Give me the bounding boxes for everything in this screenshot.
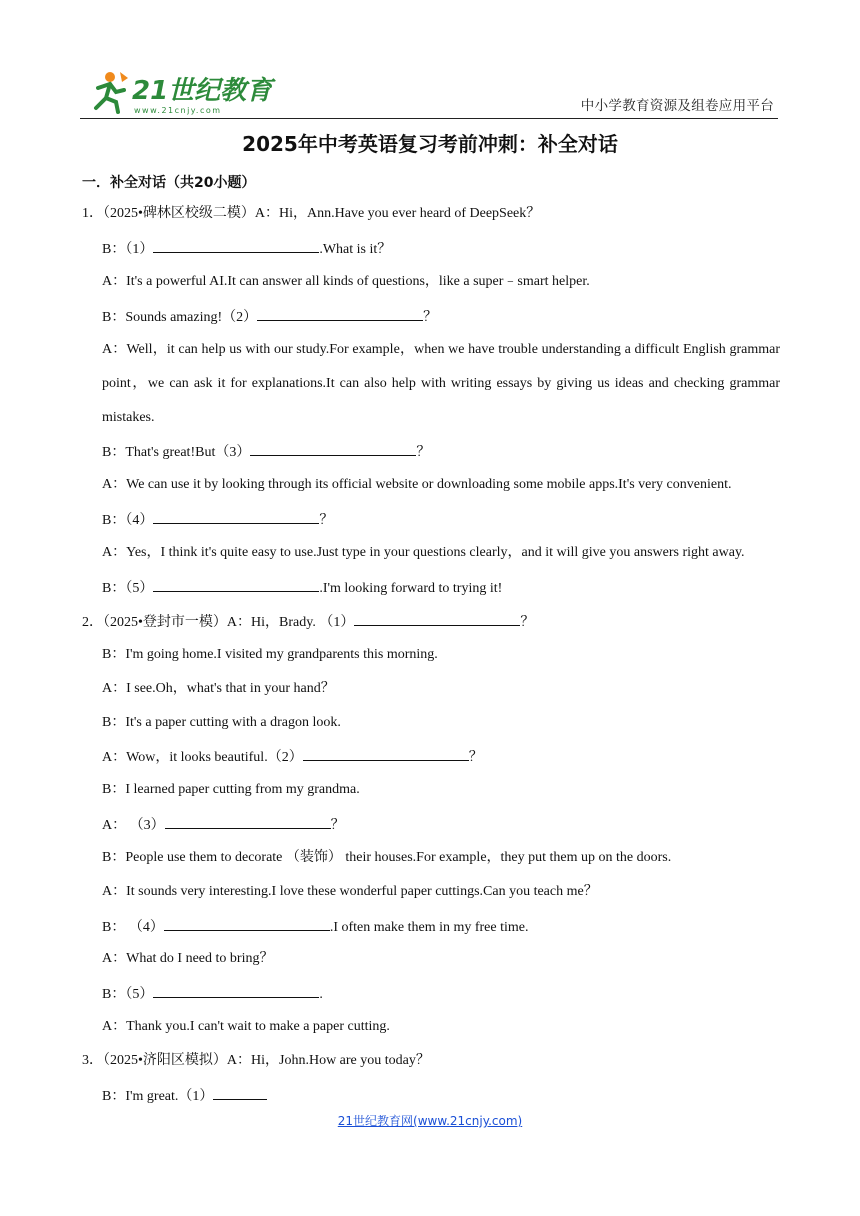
q3-line: B：I'm great.（1） [102, 1085, 267, 1107]
answer-blank[interactable] [153, 577, 319, 592]
answer-blank[interactable] [164, 916, 330, 931]
q2-line: A：What do I need to bring？ [102, 951, 274, 966]
q1-line: B：（4） ？ [102, 509, 333, 531]
answer-blank[interactable] [213, 1085, 267, 1100]
q1-line: B：（5） .I'm looking forward to trying it! [102, 577, 502, 599]
answer-blank[interactable] [165, 814, 331, 829]
q2-line: A：I see.Oh，what's that in your hand？ [102, 681, 335, 696]
q2-intro: 2．（2025•登封市一模）A：Hi，Brady. （1） ？ [82, 611, 534, 633]
q1-paragraph: A：Well，it can help us with our study.For example，when we have trouble understanding a difficult English grammar point，we can ask it for explanations.It can also help with writing essays by giving us ideas and checking grammar mistakes. [102, 342, 780, 425]
q1-line: A：Yes，I think it's quite easy to use.Just type in your questions clearly，and it will give you answers right away. [102, 545, 745, 560]
q3-intro: 3．（2025•济阳区模拟）A：Hi，John.How are you today？ [82, 1053, 430, 1068]
tagline: 中小学教育资源及组卷应用平台 [580, 98, 774, 114]
q2-line: B：People use them to decorate （装饰） their houses.For example，they put them up on the doors. [102, 850, 672, 865]
answer-blank[interactable] [153, 983, 319, 998]
q2-line: A：It sounds very interesting.I love these wonderful paper cuttings.Can you teach me？ [102, 884, 598, 899]
q2-line: B： （4） .I often make them in my free time. [102, 916, 529, 938]
q2-line: B：It's a paper cutting with a dragon look. [102, 715, 341, 730]
q1-line: B：Sounds amazing!（2） ？ [102, 306, 437, 328]
logo-url: www.21cnjy.com [134, 106, 222, 115]
section-heading: 一．补全对话（共20小题） [82, 175, 256, 191]
answer-blank[interactable] [354, 611, 520, 626]
footer-link[interactable]: 21世纪教育网(www.21cnjy.com) [337, 1114, 523, 1128]
answer-blank[interactable] [257, 306, 423, 321]
answer-blank[interactable] [303, 746, 469, 761]
logo-text: 21世纪教育 [132, 76, 273, 106]
page-title: 2025年中考英语复习考前冲刺：补全对话 [242, 132, 618, 156]
answer-blank[interactable] [153, 238, 319, 253]
q2-line: B：I learned paper cutting from my grandma. [102, 782, 360, 797]
q2-line: B：I'm going home.I visited my grandparents this morning. [102, 647, 438, 662]
q2-line: B：（5） . [102, 983, 323, 1005]
answer-blank[interactable] [153, 509, 319, 524]
q2-line: A：Thank you.I can't wait to make a paper cutting. [102, 1019, 390, 1034]
q1-line: B：（1） .What is it？ [102, 238, 391, 260]
q2-line: A： （3） ？ [102, 814, 345, 836]
q1-line: A：It's a powerful AI.It can answer all kinds of questions，like a super﹣smart helper. [102, 274, 590, 289]
q1-line: A：We can use it by looking through its official website or downloading some mobile apps.It's very convenient. [102, 477, 732, 492]
q1-line: B：That's great!But（3） ？ [102, 441, 430, 463]
q1-intro: 1．（2025•碑林区校级二模）A：Hi，Ann.Have you ever heard of DeepSeek？ [82, 206, 541, 221]
answer-blank[interactable] [250, 441, 416, 456]
q2-line: A：Wow，it looks beautiful.（2） ？ [102, 746, 483, 768]
